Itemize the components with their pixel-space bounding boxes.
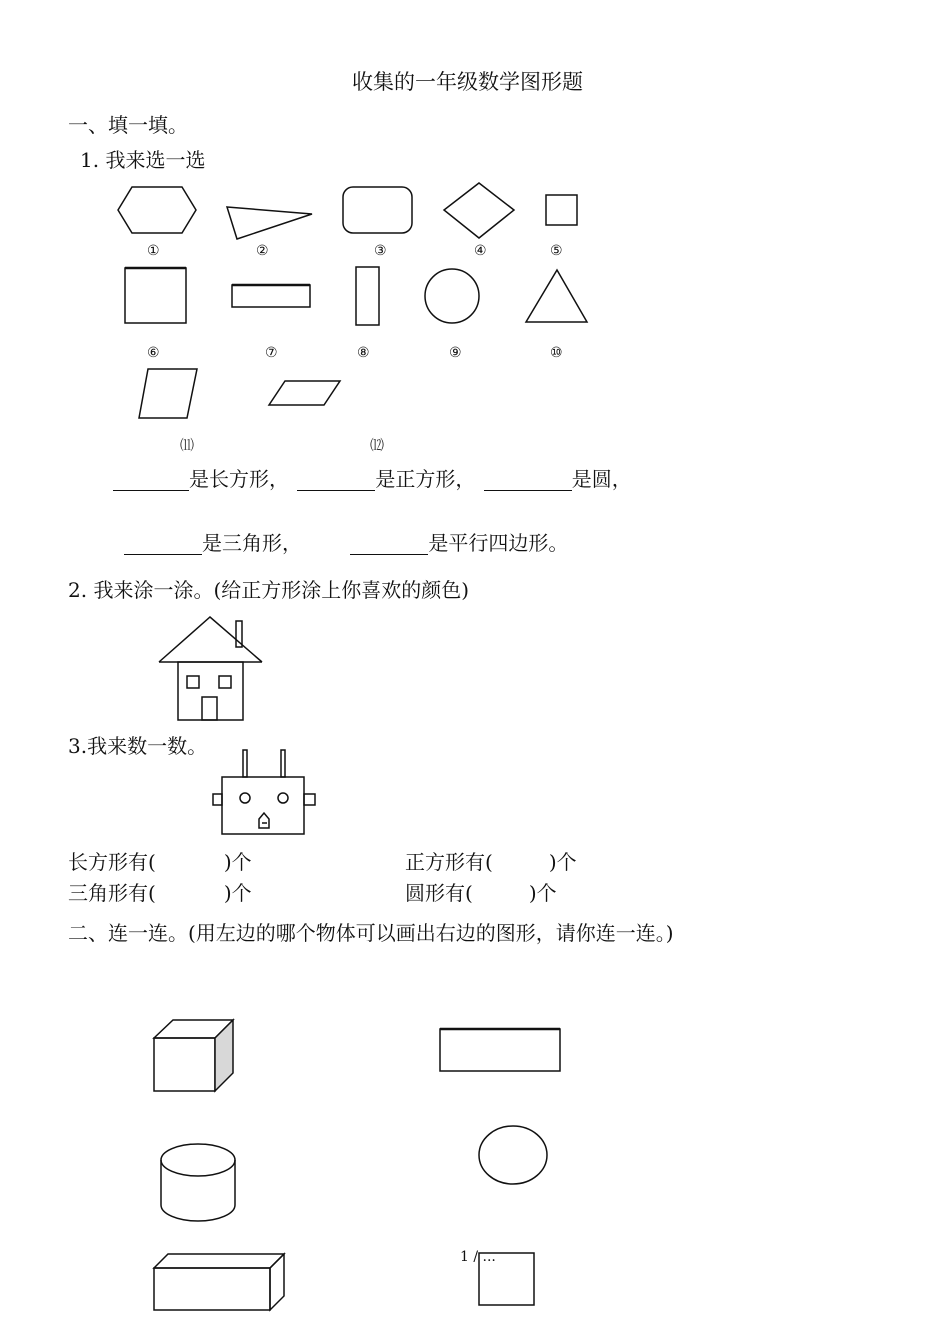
triangle-prompt: 是三角形， <box>202 531 302 555</box>
house-door <box>202 697 217 720</box>
page-title: 收集的一年级数学图形题 <box>352 70 583 94</box>
question-3-heading: 3.我来数一数。 <box>68 734 208 758</box>
page-number: 1 / ... <box>460 1249 496 1265</box>
shape-label-3: ③ <box>374 243 387 259</box>
circle-prompt: 是圆， <box>571 467 632 491</box>
shape-label-1: ① <box>147 243 160 259</box>
section-1-heading: 一、填一填。 <box>68 113 188 137</box>
square-prompt: 是正方形， <box>375 467 476 491</box>
house-figure <box>159 617 262 720</box>
count-rectangles: 长方形有( )个 <box>68 850 252 874</box>
shape-label-10: ⑩ <box>550 345 563 361</box>
parallelogram-prompt: 是平行四边形。 <box>428 531 569 555</box>
rectangle-prompt: 是长方形， <box>189 467 289 491</box>
house-window-left <box>187 676 199 688</box>
question-1-heading: 1. 我来选一选 <box>80 148 206 172</box>
count-circles: 圆形有( )个 <box>405 881 557 905</box>
shape-label-7: ⑦ <box>265 345 278 361</box>
target-circle-shape <box>479 1126 547 1184</box>
count-squares: 正方形有( )个 <box>405 850 577 874</box>
scalene-triangle-shape <box>227 207 312 239</box>
circle-shape <box>425 269 479 323</box>
tall-rectangle-shape <box>356 267 379 325</box>
section-2-heading: 二、连一连。(用左边的哪个物体可以画出右边的图形，请你连一连。) <box>68 921 674 945</box>
equilateral-triangle-shape <box>526 270 587 322</box>
shape-label-5: ⑤ <box>550 243 563 259</box>
target-square-shape <box>479 1253 534 1305</box>
robot-figure <box>213 750 315 834</box>
small-square-shape <box>546 195 577 225</box>
shape-label-2: ② <box>256 243 269 259</box>
target-rectangle-shape <box>440 1029 560 1071</box>
shape-label-9: ⑨ <box>449 345 462 361</box>
long-rectangle-shape <box>232 285 310 307</box>
tall-parallelogram-shape <box>139 369 197 418</box>
flat-parallelogram-shape <box>269 381 340 405</box>
rounded-rectangle-shape <box>343 187 412 233</box>
shape-label-12: ⑿ <box>370 438 384 454</box>
hexagon-shape <box>118 187 196 233</box>
count-triangles: 三角形有( )个 <box>68 881 252 905</box>
cuboid-object <box>154 1254 284 1310</box>
shape-label-8: ⑧ <box>357 345 370 361</box>
cylinder-object <box>161 1144 235 1221</box>
square-shape <box>125 268 186 323</box>
cube-object <box>154 1020 233 1091</box>
question-2-heading: 2. 我来涂一涂。(给正方形涂上你喜欢的颜色) <box>68 578 470 602</box>
rhombus-shape <box>444 183 514 238</box>
shape-label-11: ⑾ <box>180 438 194 454</box>
shape-label-4: ④ <box>474 243 487 259</box>
house-window-right <box>219 676 231 688</box>
shape-label-6: ⑥ <box>147 345 160 361</box>
